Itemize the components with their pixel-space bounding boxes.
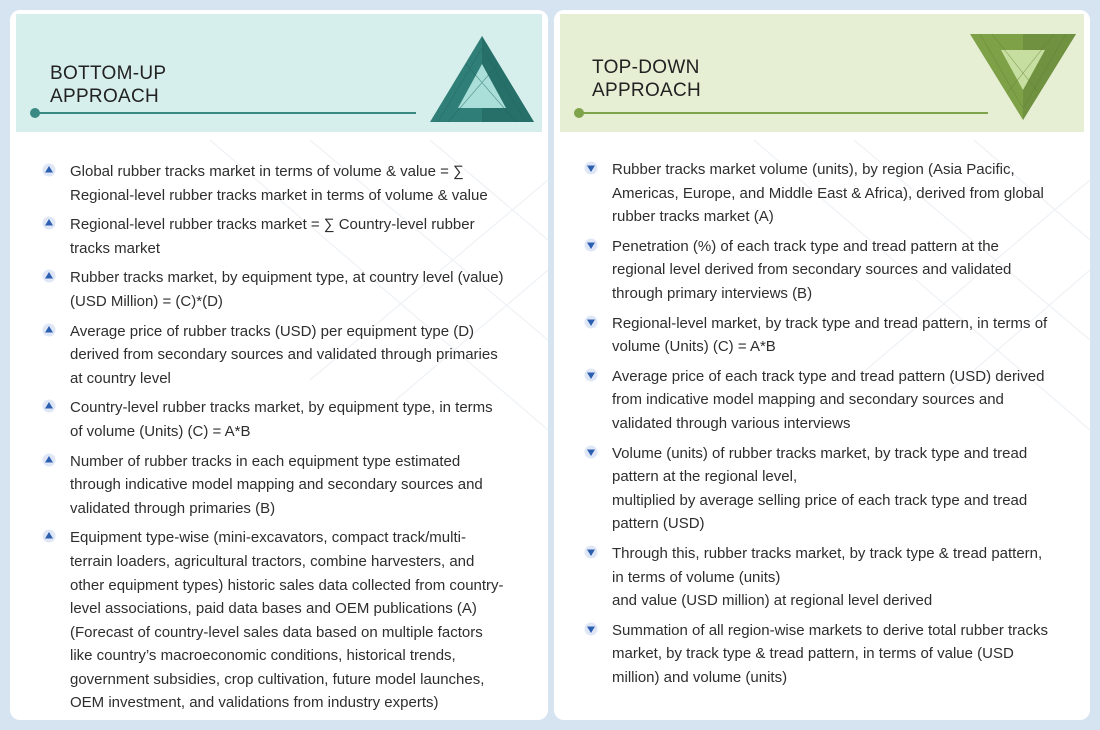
top-down-header [560, 14, 1084, 132]
title-underline [578, 112, 988, 114]
step-text: Rubber tracks market volume (units), by region (Asia Pacific, Americas, Europe, and Middle East & Africa), derived from global rubber tracks market (A) [612, 161, 1044, 226]
list-item [40, 450, 528, 521]
triangle-down-icon [968, 30, 1078, 122]
list-item [582, 542, 1070, 613]
step-text: Number of rubber tracks in each equipment type estimated through indicative model mapping and secondary sources and validated through primaries (B) [70, 452, 483, 517]
step-text: Country-level rubber tracks market, by equipment type, in terms of volume (Units) (C) = A*B [70, 399, 493, 440]
list-item [582, 442, 1070, 536]
list-item [40, 266, 528, 313]
down-arrow-bullet-icon [584, 622, 598, 636]
bottom-up-panel [10, 10, 548, 720]
down-arrow-bullet-icon [584, 161, 598, 175]
down-arrow-bullet-icon [584, 315, 598, 329]
step-text: Regional-level market, by track type and tread pattern, in terms of volume (Units) (C) = A*B [612, 314, 1048, 356]
down-arrow-bullet-icon [584, 368, 598, 382]
up-arrow-bullet-icon [42, 323, 56, 337]
title-line-1: BOTTOM-UP [50, 63, 167, 84]
step-text: Global rubber tracks market in terms of volume & value = ∑ Regional-level rubber tracks market in terms of volume & value [70, 163, 488, 204]
step-text: Through this, rubber tracks market, by track type & tread pattern, in terms of volume (units) and value (USD million) at regional level derived [612, 544, 1043, 610]
list-item [40, 160, 528, 207]
up-arrow-bullet-icon [42, 399, 56, 413]
step-text: Average price of each track type and tread pattern (USD) derived from indicative model mapping and secondary sources and validated through various interviews [612, 367, 1045, 432]
list-item [40, 526, 528, 715]
underline-dot [574, 108, 584, 118]
up-arrow-bullet-icon [42, 269, 56, 283]
bottom-up-steps [40, 160, 528, 720]
up-arrow-bullet-icon [42, 453, 56, 467]
up-arrow-bullet-icon [42, 216, 56, 230]
top-down-steps [582, 158, 1070, 695]
title-line-1: TOP-DOWN [592, 57, 700, 78]
list-item [582, 235, 1070, 306]
up-arrow-bullet-icon [42, 163, 56, 177]
triangle-up-icon [428, 34, 536, 124]
down-arrow-bullet-icon [584, 445, 598, 459]
list-item [40, 396, 528, 443]
title-underline [34, 112, 416, 114]
step-text: Regional-level rubber tracks market = ∑ Country-level rubber tracks market [70, 216, 475, 257]
list-item [582, 619, 1070, 690]
step-text: Penetration (%) of each track type and tread pattern at the regional level derived from secondary sources and validated through primary interviews (B) [612, 237, 1012, 302]
top-down-title [592, 56, 772, 102]
bottom-up-header [16, 14, 542, 132]
list-item [582, 158, 1070, 229]
step-text: Summation of all region-wise markets to derive total rubber tracks market, by track type & tread pattern, in terms of value (USD million) and volume (units) [612, 621, 1049, 686]
list-item [40, 320, 528, 391]
list-item [582, 312, 1070, 359]
step-text: Average price of rubber tracks (USD) per equipment type (D) derived from secondary sources and validated through primaries at country level [70, 322, 498, 387]
underline-dot [30, 108, 40, 118]
up-arrow-bullet-icon [42, 529, 56, 543]
down-arrow-bullet-icon [584, 545, 598, 559]
title-line-2: APPROACH [592, 80, 702, 101]
step-text: Volume (units) of rubber tracks market, by track type and tread pattern at the regional level, multiplied by average selling price of each track type and tread pattern (USD) [612, 444, 1028, 533]
list-item [40, 213, 528, 260]
top-down-panel [554, 10, 1090, 720]
down-arrow-bullet-icon [584, 238, 598, 252]
step-text: Rubber tracks market, by equipment type, at country level (value) (USD Million) = (C)*(D) [70, 269, 504, 310]
title-line-2: APPROACH [50, 86, 160, 107]
list-item [582, 365, 1070, 436]
bottom-up-title [50, 62, 230, 108]
step-text: Equipment type-wise (mini-excavators, compact track/multi- terrain loaders, agricultural tractors, combine harvesters, and other equipment types) historic sales data collected from country- level associations, paid data bases and OEM publications (A) (Forecast of country-level sales data based on multiple factors like country’s macroeconomic conditions, historical trends, government subsidies, crop cultivation, future model launches, OEM investment, and validations from industry experts) [70, 529, 504, 712]
